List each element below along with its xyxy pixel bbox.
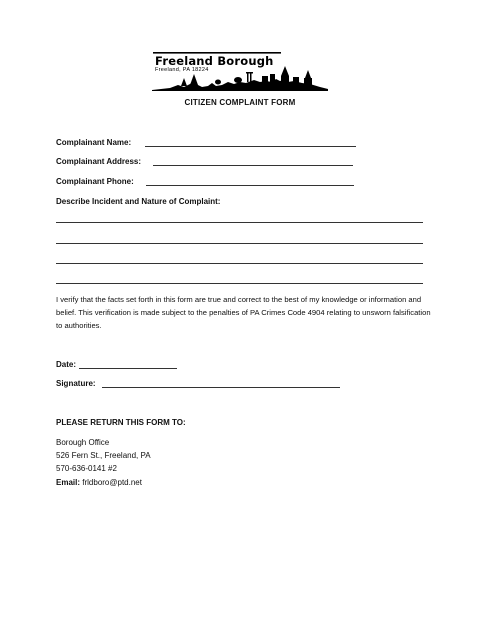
- verification-statement: I verify that the facts set forth in this form are true and correct to the best of my knowledge or information and belief. This verification is made subject to the penalties of PA Crimes Code 4904 relating to unsworn falsification to authorities.: [56, 295, 431, 330]
- email-label: Email:: [56, 478, 81, 487]
- return-email-row: [56, 478, 142, 487]
- logo-subtitle: Freeland, PA 18224: [155, 67, 209, 73]
- return-phone: 570-636-0141 #2: [56, 464, 117, 473]
- email-address[interactable]: frldboro@ptd.net: [82, 478, 142, 487]
- return-heading: PLEASE RETURN THIS FORM TO:: [56, 418, 186, 427]
- complainant-name-label: Complainant Name:: [56, 138, 132, 147]
- complainant-address-field[interactable]: [153, 165, 353, 166]
- describe-incident-label: Describe Incident and Nature of Complaint:: [56, 197, 221, 206]
- borough-logo: [150, 52, 330, 94]
- complainant-phone-field[interactable]: [146, 185, 354, 186]
- date-field[interactable]: [79, 368, 177, 369]
- description-line-2[interactable]: [56, 243, 423, 244]
- description-line-4[interactable]: [56, 283, 423, 284]
- description-line-1[interactable]: [56, 222, 423, 223]
- complainant-address-label: Complainant Address:: [56, 157, 142, 166]
- logo-title: Freeland Borough: [155, 54, 274, 68]
- complainant-phone-label: Complainant Phone:: [56, 177, 134, 186]
- return-office: Borough Office: [56, 438, 110, 447]
- signature-label: Signature:: [56, 379, 96, 388]
- description-line-3[interactable]: [56, 263, 423, 264]
- return-street: 526 Fern St., Freeland, PA: [56, 451, 151, 460]
- date-label: Date:: [56, 360, 77, 369]
- complainant-name-field[interactable]: [145, 146, 356, 147]
- form-title: CITIZEN COMPLAINT FORM: [184, 98, 296, 107]
- signature-field[interactable]: [102, 387, 340, 388]
